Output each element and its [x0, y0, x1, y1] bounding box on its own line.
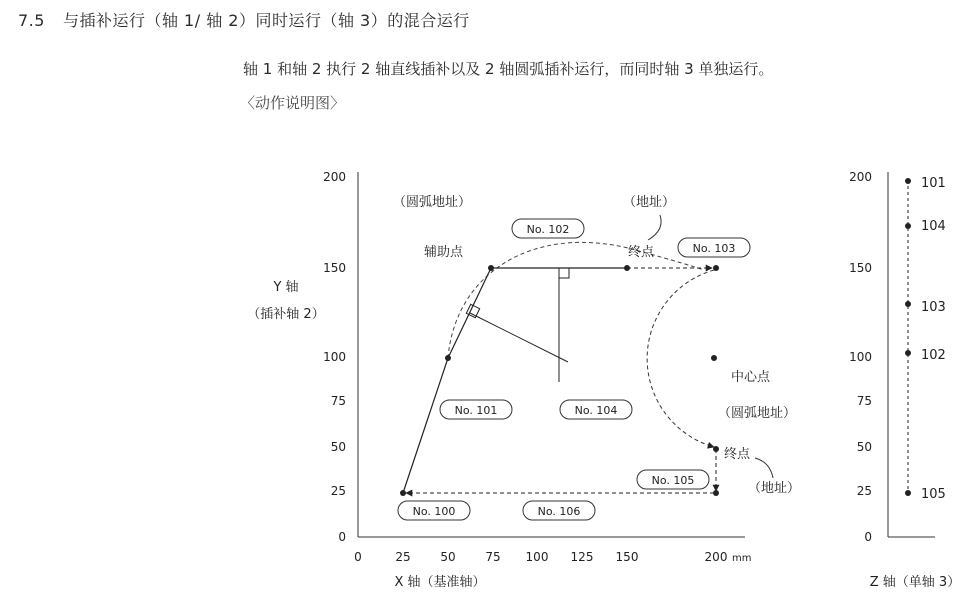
step-label-no103: No. 103 [692, 242, 736, 255]
x-tick-label: 50 [440, 550, 456, 564]
diagram-title: 〈动作说明图〉 [240, 94, 346, 112]
point-marker [445, 355, 451, 361]
y-tick-label: 50 [330, 440, 346, 454]
point-marker [488, 265, 494, 271]
z-axis-title: Z 轴（单轴 3） [869, 575, 961, 590]
step-label-no104: No. 104 [574, 404, 618, 417]
point-marker [713, 446, 719, 452]
z-point-label: 101 [921, 176, 946, 191]
x-tick-label: 25 [395, 550, 411, 564]
leader-line [648, 215, 661, 240]
y-tick-label: 75 [330, 394, 346, 408]
y-tick-label: 150 [323, 261, 346, 275]
x-tick-label: 100 [525, 550, 549, 564]
line-no101 [403, 358, 448, 493]
y-tick-label: 0 [338, 530, 346, 544]
section-description: 轴 1 和轴 2 执行 2 轴直线插补以及 2 轴圆弧插补运行，而同时轴 3 单独运行。 [243, 60, 774, 78]
z-point-101 [905, 178, 911, 184]
z-point-102 [905, 350, 911, 356]
right-angle-mark [559, 268, 569, 278]
y-tick-label: 200 [323, 170, 346, 184]
step-label-no100: No. 100 [412, 505, 456, 518]
y-axis-title: Y 轴 [273, 280, 299, 295]
annotation-end-point-top: 终点 [628, 245, 655, 260]
x-unit-label: mm [732, 553, 752, 564]
x-tick-label: 200 [704, 550, 728, 564]
annotation-aux-point: 辅助点 [424, 245, 464, 260]
y-axis-subtitle: （插补轴 2） [247, 307, 325, 322]
dashed-arc-no104 [647, 270, 714, 447]
annotation-center-point: 中心点 [731, 370, 771, 385]
z-tick-label: 200 [849, 170, 872, 184]
z-tick-label: 150 [849, 261, 872, 275]
z-point-label: 102 [921, 348, 946, 363]
z-tick-label: 25 [856, 484, 872, 498]
annotation-end-point-bottom: 终点 [724, 447, 751, 462]
x-tick-label: 75 [485, 550, 501, 564]
x-axis-title: X 轴（基准轴） [394, 575, 486, 590]
z-point-label: 105 [921, 487, 946, 502]
z-point-label: 103 [921, 300, 946, 315]
z-point-105 [905, 490, 911, 496]
step-label-no106: No. 106 [537, 505, 581, 518]
z-point-label: 104 [921, 219, 946, 234]
x-tick-label: 150 [615, 550, 639, 564]
line-no101b [448, 268, 491, 358]
arc-center-point [711, 355, 717, 361]
annotation-address-bottom: （地址） [748, 481, 801, 496]
z-tick-label: 75 [856, 394, 872, 408]
step-label-no101: No. 101 [454, 404, 498, 417]
leader-line [755, 458, 773, 478]
annotation-address-top: （地址） [623, 195, 676, 210]
z-tick-label: 50 [856, 440, 872, 454]
step-label-no105: No. 105 [651, 474, 695, 487]
step-label-no102: No. 102 [526, 223, 570, 236]
point-marker [713, 490, 719, 496]
z-point-103 [905, 301, 911, 307]
point-marker [400, 490, 406, 496]
z-tick-label: 100 [849, 350, 872, 364]
y-tick-label: 25 [330, 484, 346, 498]
annotation-arc-address: （圆弧地址） [393, 195, 472, 210]
y-tick-label: 100 [323, 350, 346, 364]
perp-bisector-chord1 [470, 313, 568, 362]
annotation-center-arc-address: （圆弧地址） [718, 406, 797, 421]
z-tick-label: 0 [864, 530, 872, 544]
dashed-arc-no102 [448, 242, 704, 358]
x-tick-label: 0 [354, 550, 362, 564]
z-point-104 [905, 223, 911, 229]
x-tick-label: 125 [570, 550, 594, 564]
point-marker [624, 265, 630, 271]
section-title: 与插补运行（轴 1/ 轴 2）同时运行（轴 3）的混合运行 [62, 11, 470, 30]
point-marker [713, 265, 719, 271]
section-number: 7.5 [18, 11, 45, 30]
